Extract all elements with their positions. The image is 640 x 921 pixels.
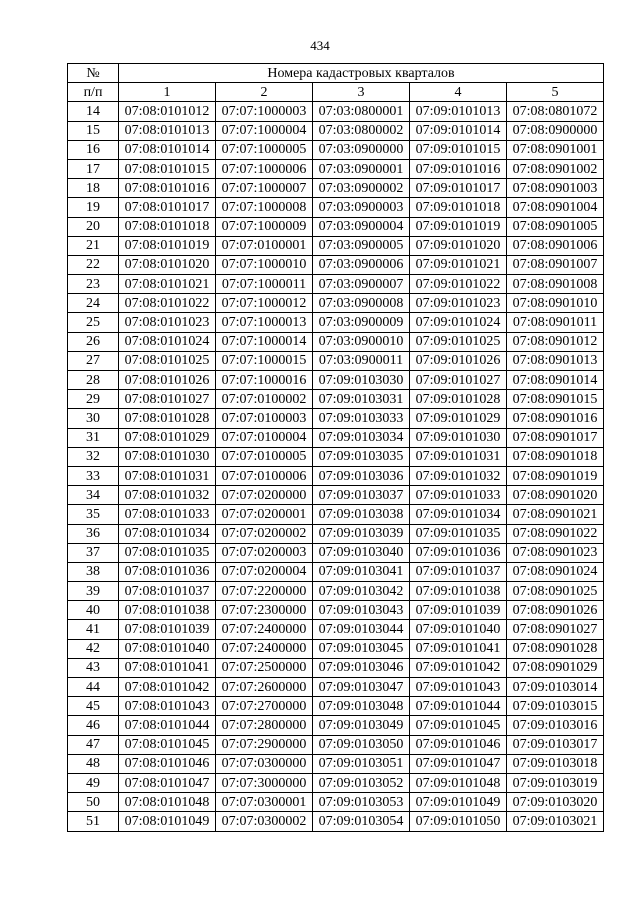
cadastral-number-cell: 07:03:0800002: [313, 121, 410, 140]
cadastral-number-cell: 07:09:0103043: [313, 601, 410, 620]
table-row: [68, 773, 604, 792]
cadastral-number-cell: 07:08:0901028: [507, 639, 604, 658]
cadastral-number-cell: 07:09:0101037: [410, 562, 507, 581]
cadastral-number-cell: 07:08:0901024: [507, 562, 604, 581]
row-number-cell: 20: [68, 217, 119, 236]
row-number-cell: 22: [68, 255, 119, 274]
cadastral-number-cell: 07:09:0103051: [313, 754, 410, 773]
cadastral-number-cell: 07:09:0103014: [507, 678, 604, 697]
cadastral-number-cell: 07:09:0101049: [410, 793, 507, 812]
cadastral-number-cell: 07:07:1000008: [216, 198, 313, 217]
cadastral-number-cell: 07:09:0103052: [313, 773, 410, 792]
table-row: [68, 524, 604, 543]
cadastral-number-cell: 07:07:2600000: [216, 678, 313, 697]
cadastral-number-cell: 07:08:0101013: [119, 121, 216, 140]
row-number-cell: 19: [68, 198, 119, 217]
row-number-cell: 51: [68, 812, 119, 831]
cadastral-number-cell: 07:09:0101027: [410, 371, 507, 390]
cadastral-number-cell: 07:03:0900003: [313, 198, 410, 217]
cadastral-number-cell: 07:08:0101024: [119, 332, 216, 351]
cadastral-number-cell: 07:08:0101033: [119, 505, 216, 524]
cadastral-number-cell: 07:08:0101046: [119, 754, 216, 773]
cadastral-number-cell: 07:08:0901025: [507, 582, 604, 601]
cadastral-number-cell: 07:08:0101021: [119, 275, 216, 294]
cadastral-number-cell: 07:08:0101028: [119, 409, 216, 428]
cadastral-number-cell: 07:09:0101026: [410, 351, 507, 370]
cadastral-number-cell: 07:09:0101042: [410, 658, 507, 677]
row-number-cell: 38: [68, 562, 119, 581]
cadastral-number-cell: 07:09:0101032: [410, 466, 507, 485]
cadastral-number-cell: 07:09:0101041: [410, 639, 507, 658]
table-row: [68, 793, 604, 812]
cadastral-number-cell: 07:07:1000004: [216, 121, 313, 140]
cadastral-number-cell: 07:09:0103053: [313, 793, 410, 812]
row-number-cell: 39: [68, 582, 119, 601]
cadastral-number-cell: 07:09:0103034: [313, 428, 410, 447]
column-number: 2: [216, 83, 313, 102]
table-row: [68, 275, 604, 294]
cadastral-number-cell: 07:07:0100001: [216, 236, 313, 255]
cadastral-number-cell: 07:08:0101036: [119, 562, 216, 581]
cadastral-number-cell: 07:09:0103038: [313, 505, 410, 524]
cadastral-number-cell: 07:09:0101030: [410, 428, 507, 447]
table-row: [68, 351, 604, 370]
row-number-cell: 30: [68, 409, 119, 428]
cadastral-number-cell: 07:08:0101034: [119, 524, 216, 543]
table-row: [68, 159, 604, 178]
cadastral-number-cell: 07:08:0101019: [119, 236, 216, 255]
row-number-cell: 37: [68, 543, 119, 562]
cadastral-number-cell: 07:08:0101032: [119, 486, 216, 505]
row-number-cell: 36: [68, 524, 119, 543]
cadastral-number-cell: 07:07:1000015: [216, 351, 313, 370]
cadastral-number-cell: 07:09:0101040: [410, 620, 507, 639]
cadastral-number-cell: 07:07:1000003: [216, 102, 313, 121]
table-row: [68, 371, 604, 390]
cadastral-number-cell: 07:09:0103017: [507, 735, 604, 754]
table-row: [68, 140, 604, 159]
cadastral-number-cell: 07:03:0900008: [313, 294, 410, 313]
cadastral-number-cell: 07:07:0100004: [216, 428, 313, 447]
row-number-cell: 34: [68, 486, 119, 505]
column-number: 1: [119, 83, 216, 102]
row-number-cell: 44: [68, 678, 119, 697]
cadastral-number-cell: 07:08:0901008: [507, 275, 604, 294]
cadastral-number-cell: 07:08:0901023: [507, 543, 604, 562]
row-number-cell: 27: [68, 351, 119, 370]
table-row: [68, 678, 604, 697]
cadastral-number-cell: 07:09:0101044: [410, 697, 507, 716]
table-body: [68, 64, 604, 832]
table-row: [68, 486, 604, 505]
cadastral-number-cell: 07:09:0101034: [410, 505, 507, 524]
cadastral-number-cell: 07:08:0101029: [119, 428, 216, 447]
cadastral-number-cell: 07:09:0103030: [313, 371, 410, 390]
cadastral-number-cell: 07:09:0101039: [410, 601, 507, 620]
cadastral-number-cell: 07:09:0101043: [410, 678, 507, 697]
cadastral-number-cell: 07:07:1000005: [216, 140, 313, 159]
row-number-cell: 45: [68, 697, 119, 716]
row-number-cell: 35: [68, 505, 119, 524]
page-number: 434: [310, 38, 330, 53]
row-number-cell: 43: [68, 658, 119, 677]
table-row: [68, 313, 604, 332]
table-row: [68, 447, 604, 466]
cadastral-number-cell: 07:03:0900000: [313, 140, 410, 159]
cadastral-number-cell: 07:09:0101048: [410, 773, 507, 792]
cadastral-number-cell: 07:07:3000000: [216, 773, 313, 792]
cadastral-number-cell: 07:08:0101048: [119, 793, 216, 812]
cadastral-number-cell: 07:08:0101016: [119, 179, 216, 198]
cadastral-number-cell: 07:09:0101018: [410, 198, 507, 217]
cadastral-number-cell: 07:09:0101013: [410, 102, 507, 121]
cadastral-number-cell: 07:08:0901017: [507, 428, 604, 447]
row-number-cell: 24: [68, 294, 119, 313]
cadastral-number-cell: 07:07:0100005: [216, 447, 313, 466]
header-title: Номера кадастровых кварталов: [119, 64, 604, 83]
column-number: 4: [410, 83, 507, 102]
cadastral-number-cell: 07:09:0103039: [313, 524, 410, 543]
table-row: [68, 121, 604, 140]
cadastral-number-cell: 07:09:0103049: [313, 716, 410, 735]
cadastral-number-cell: 07:09:0103050: [313, 735, 410, 754]
row-number-cell: 23: [68, 275, 119, 294]
cadastral-number-cell: 07:03:0900006: [313, 255, 410, 274]
cadastral-number-cell: 07:08:0101020: [119, 255, 216, 274]
cadastral-number-cell: 07:08:0901001: [507, 140, 604, 159]
cadastral-number-cell: 07:08:0901011: [507, 313, 604, 332]
table-row: [68, 466, 604, 485]
cadastral-number-cell: 07:09:0101019: [410, 217, 507, 236]
column-number: 3: [313, 83, 410, 102]
table-row: [68, 697, 604, 716]
cadastral-number-cell: 07:09:0103021: [507, 812, 604, 831]
cadastral-number-cell: 07:09:0101023: [410, 294, 507, 313]
cadastral-number-cell: 07:09:0103031: [313, 390, 410, 409]
cadastral-number-cell: 07:07:0300001: [216, 793, 313, 812]
cadastral-number-cell: 07:08:0801072: [507, 102, 604, 121]
cadastral-number-cell: 07:08:0901021: [507, 505, 604, 524]
cadastral-number-cell: 07:09:0101021: [410, 255, 507, 274]
cadastral-number-cell: 07:07:0300002: [216, 812, 313, 831]
cadastral-number-cell: 07:09:0101045: [410, 716, 507, 735]
cadastral-number-cell: 07:09:0101016: [410, 159, 507, 178]
cadastral-number-cell: 07:09:0103047: [313, 678, 410, 697]
table-row: [68, 390, 604, 409]
cadastral-number-cell: 07:08:0101027: [119, 390, 216, 409]
row-number-cell: 21: [68, 236, 119, 255]
cadastral-number-cell: 07:08:0901010: [507, 294, 604, 313]
cadastral-number-cell: 07:08:0101041: [119, 658, 216, 677]
cadastral-number-cell: 07:07:2400000: [216, 620, 313, 639]
row-number-cell: 46: [68, 716, 119, 735]
row-number-cell: 50: [68, 793, 119, 812]
cadastral-number-cell: 07:08:0101026: [119, 371, 216, 390]
cadastral-number-cell: 07:08:0101018: [119, 217, 216, 236]
cadastral-number-cell: 07:08:0901002: [507, 159, 604, 178]
table-row: [68, 428, 604, 447]
cadastral-number-cell: 07:07:1000007: [216, 179, 313, 198]
row-number-cell: 41: [68, 620, 119, 639]
cadastral-number-cell: 07:09:0103015: [507, 697, 604, 716]
cadastral-number-cell: 07:09:0103045: [313, 639, 410, 658]
cadastral-number-cell: 07:08:0901022: [507, 524, 604, 543]
row-number-cell: 48: [68, 754, 119, 773]
cadastral-number-cell: 07:07:1000009: [216, 217, 313, 236]
cadastral-number-cell: 07:09:0101029: [410, 409, 507, 428]
row-number-cell: 31: [68, 428, 119, 447]
cadastral-number-cell: 07:09:0101014: [410, 121, 507, 140]
cadastral-number-cell: 07:08:0901007: [507, 255, 604, 274]
cadastral-number-cell: 07:09:0101038: [410, 582, 507, 601]
cadastral-number-cell: 07:08:0901014: [507, 371, 604, 390]
cadastral-number-cell: 07:07:0200003: [216, 543, 313, 562]
table-row: [68, 179, 604, 198]
cadastral-number-cell: 07:09:0103040: [313, 543, 410, 562]
cadastral-number-cell: 07:03:0900001: [313, 159, 410, 178]
cadastral-number-cell: 07:08:0901026: [507, 601, 604, 620]
table-row: [68, 255, 604, 274]
table-row: [68, 505, 604, 524]
cadastral-number-cell: 07:09:0103044: [313, 620, 410, 639]
cadastral-number-cell: 07:08:0101049: [119, 812, 216, 831]
row-number-cell: 33: [68, 466, 119, 485]
row-number-cell: 26: [68, 332, 119, 351]
cadastral-number-cell: 07:03:0900002: [313, 179, 410, 198]
cadastral-number-cell: 07:09:0101033: [410, 486, 507, 505]
cadastral-number-cell: 07:08:0901019: [507, 466, 604, 485]
table-row: [68, 582, 604, 601]
header-row-title: [68, 64, 604, 83]
table-row: [68, 294, 604, 313]
row-number-cell: 25: [68, 313, 119, 332]
cadastral-number-cell: 07:09:0101024: [410, 313, 507, 332]
table-row: [68, 620, 604, 639]
cadastral-number-cell: 07:08:0101045: [119, 735, 216, 754]
cadastral-number-cell: 07:08:0101015: [119, 159, 216, 178]
cadastral-number-cell: 07:08:0101043: [119, 697, 216, 716]
row-number-cell: 49: [68, 773, 119, 792]
table-row: [68, 543, 604, 562]
cadastral-number-cell: 07:07:2900000: [216, 735, 313, 754]
cadastral-number-cell: 07:09:0103016: [507, 716, 604, 735]
table-row: [68, 409, 604, 428]
cadastral-number-cell: 07:08:0101047: [119, 773, 216, 792]
cadastral-number-cell: 07:08:0901015: [507, 390, 604, 409]
table-row: [68, 639, 604, 658]
cadastral-number-cell: 07:03:0900009: [313, 313, 410, 332]
row-number-cell: 40: [68, 601, 119, 620]
cadastral-number-cell: 07:09:0101047: [410, 754, 507, 773]
cadastral-number-cell: 07:08:0101044: [119, 716, 216, 735]
cadastral-number-cell: 07:09:0101025: [410, 332, 507, 351]
table-row: [68, 198, 604, 217]
cadastral-number-cell: 07:07:2700000: [216, 697, 313, 716]
row-number-cell: 18: [68, 179, 119, 198]
table-row: [68, 716, 604, 735]
cadastral-number-cell: 07:07:0200004: [216, 562, 313, 581]
cadastral-number-cell: 07:08:0901018: [507, 447, 604, 466]
cadastral-number-cell: 07:09:0103046: [313, 658, 410, 677]
cadastral-number-cell: 07:08:0101030: [119, 447, 216, 466]
cadastral-number-cell: 07:09:0101020: [410, 236, 507, 255]
cadastral-number-cell: 07:07:1000010: [216, 255, 313, 274]
cadastral-quarters-table: [67, 63, 604, 832]
cadastral-number-cell: 07:03:0900005: [313, 236, 410, 255]
cadastral-number-cell: 07:09:0101028: [410, 390, 507, 409]
cadastral-number-cell: 07:09:0103037: [313, 486, 410, 505]
cadastral-number-cell: 07:08:0901003: [507, 179, 604, 198]
cadastral-number-cell: 07:09:0103018: [507, 754, 604, 773]
cadastral-number-cell: 07:07:0100002: [216, 390, 313, 409]
cadastral-number-cell: 07:03:0900004: [313, 217, 410, 236]
cadastral-number-cell: 07:09:0103041: [313, 562, 410, 581]
row-number-cell: 28: [68, 371, 119, 390]
cadastral-number-cell: 07:09:0103019: [507, 773, 604, 792]
header-row-column-numbers: [68, 83, 604, 102]
cadastral-number-cell: 07:07:1000013: [216, 313, 313, 332]
table-row: [68, 562, 604, 581]
row-number-cell: 15: [68, 121, 119, 140]
cadastral-number-cell: 07:09:0101017: [410, 179, 507, 198]
cadastral-number-cell: 07:08:0900000: [507, 121, 604, 140]
row-number-cell: 14: [68, 102, 119, 121]
cadastral-number-cell: 07:07:2400000: [216, 639, 313, 658]
cadastral-number-cell: 07:08:0901005: [507, 217, 604, 236]
cadastral-number-cell: 07:07:1000012: [216, 294, 313, 313]
header-no-line2: п/п: [68, 83, 119, 102]
cadastral-number-cell: 07:08:0101040: [119, 639, 216, 658]
cadastral-number-cell: 07:07:1000016: [216, 371, 313, 390]
column-number: 5: [507, 83, 604, 102]
cadastral-number-cell: 07:07:2800000: [216, 716, 313, 735]
cadastral-number-cell: 07:07:0200000: [216, 486, 313, 505]
cadastral-number-cell: 07:08:0101023: [119, 313, 216, 332]
cadastral-number-cell: 07:08:0901029: [507, 658, 604, 677]
cadastral-number-cell: 07:09:0101035: [410, 524, 507, 543]
cadastral-number-cell: 07:09:0101036: [410, 543, 507, 562]
cadastral-number-cell: 07:03:0900010: [313, 332, 410, 351]
cadastral-number-cell: 07:08:0101042: [119, 678, 216, 697]
table-row: [68, 217, 604, 236]
cadastral-number-cell: 07:07:1000011: [216, 275, 313, 294]
cadastral-number-cell: 07:09:0103054: [313, 812, 410, 831]
table-row: [68, 658, 604, 677]
cadastral-number-cell: 07:08:0101038: [119, 601, 216, 620]
row-number-cell: 47: [68, 735, 119, 754]
cadastral-number-cell: 07:03:0800001: [313, 102, 410, 121]
cadastral-number-cell: 07:07:2500000: [216, 658, 313, 677]
cadastral-number-cell: 07:08:0901027: [507, 620, 604, 639]
cadastral-number-cell: 07:09:0101015: [410, 140, 507, 159]
cadastral-number-cell: 07:08:0901013: [507, 351, 604, 370]
cadastral-number-cell: 07:03:0900011: [313, 351, 410, 370]
cadastral-number-cell: 07:08:0901012: [507, 332, 604, 351]
cadastral-number-cell: 07:08:0101014: [119, 140, 216, 159]
cadastral-number-cell: 07:09:0101050: [410, 812, 507, 831]
cadastral-number-cell: 07:08:0101039: [119, 620, 216, 639]
row-number-cell: 42: [68, 639, 119, 658]
cadastral-number-cell: 07:09:0103036: [313, 466, 410, 485]
row-number-cell: 17: [68, 159, 119, 178]
cadastral-number-cell: 07:09:0103035: [313, 447, 410, 466]
cadastral-number-cell: 07:07:0300000: [216, 754, 313, 773]
cadastral-number-cell: 07:08:0901016: [507, 409, 604, 428]
cadastral-number-cell: 07:08:0101031: [119, 466, 216, 485]
row-number-cell: 29: [68, 390, 119, 409]
table-row: [68, 812, 604, 831]
cadastral-number-cell: 07:07:0100006: [216, 466, 313, 485]
row-number-cell: 32: [68, 447, 119, 466]
cadastral-number-cell: 07:08:0101022: [119, 294, 216, 313]
cadastral-number-cell: 07:08:0901006: [507, 236, 604, 255]
table-row: [68, 102, 604, 121]
row-number-cell: 16: [68, 140, 119, 159]
cadastral-number-cell: 07:09:0101031: [410, 447, 507, 466]
cadastral-number-cell: 07:08:0101017: [119, 198, 216, 217]
cadastral-number-cell: 07:08:0901020: [507, 486, 604, 505]
cadastral-number-cell: 07:07:2200000: [216, 582, 313, 601]
cadastral-number-cell: 07:09:0103048: [313, 697, 410, 716]
cadastral-number-cell: 07:07:2300000: [216, 601, 313, 620]
cadastral-number-cell: 07:08:0901004: [507, 198, 604, 217]
cadastral-number-cell: 07:08:0101035: [119, 543, 216, 562]
cadastral-number-cell: 07:08:0101025: [119, 351, 216, 370]
cadastral-number-cell: 07:08:0101012: [119, 102, 216, 121]
cadastral-number-cell: 07:09:0103042: [313, 582, 410, 601]
table-row: [68, 332, 604, 351]
table-row: [68, 735, 604, 754]
cadastral-number-cell: 07:07:0200002: [216, 524, 313, 543]
cadastral-number-cell: 07:08:0101037: [119, 582, 216, 601]
header-no-line1: №: [68, 64, 119, 83]
cadastral-number-cell: 07:09:0101022: [410, 275, 507, 294]
cadastral-number-cell: 07:07:1000006: [216, 159, 313, 178]
table-row: [68, 601, 604, 620]
table-row: [68, 236, 604, 255]
cadastral-number-cell: 07:03:0900007: [313, 275, 410, 294]
cadastral-number-cell: 07:07:0200001: [216, 505, 313, 524]
cadastral-number-cell: 07:09:0103033: [313, 409, 410, 428]
cadastral-number-cell: 07:07:0100003: [216, 409, 313, 428]
cadastral-number-cell: 07:07:1000014: [216, 332, 313, 351]
table-row: [68, 754, 604, 773]
cadastral-number-cell: 07:09:0101046: [410, 735, 507, 754]
cadastral-number-cell: 07:09:0103020: [507, 793, 604, 812]
